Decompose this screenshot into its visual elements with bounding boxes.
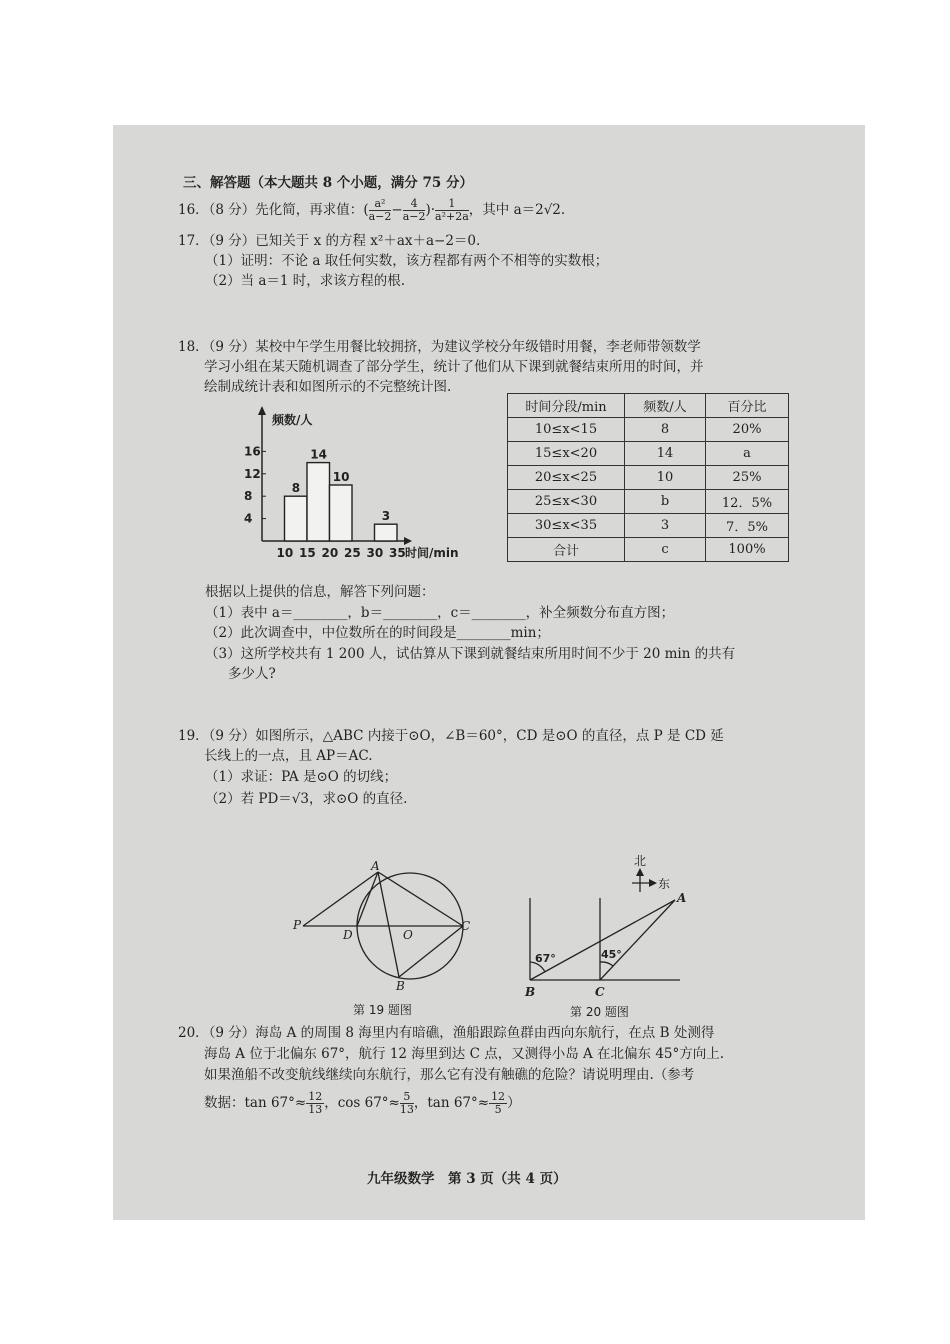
line-pa — [303, 872, 378, 926]
page-footer: 九年级数学 第 3 页（共 4 页） — [367, 1171, 567, 1187]
question-18-line-1: 18．（9 分）某校中午学生用餐比较拥挤，为建议学校分年级错时用餐，李老师带领数学 — [178, 339, 701, 355]
question-19-line-2: 长线上的一点，且 AP＝AC. — [204, 748, 373, 764]
question-17-part-2: （2）当 a＝1 时，求该方程的根. — [205, 273, 406, 289]
table-row — [508, 418, 789, 442]
y-tick-label: 16 — [244, 444, 261, 459]
table-row — [508, 514, 789, 538]
question-18-sub-1: （1）表中 a＝________，b＝________，c＝________，补全频数分布直方图； — [205, 605, 675, 621]
bar-value-label: 10 — [332, 470, 350, 484]
x-tick-label: 15 — [299, 546, 316, 560]
question-18-intro: 根据以上提供的信息，解答下列问题： — [205, 584, 435, 600]
section-title: 三、解答题（本大题共 8 个小题，满分 75 分） — [183, 175, 473, 191]
line-ba — [530, 900, 675, 980]
table-cell: 10≤x<15 — [508, 418, 625, 442]
bar-value-label: 8 — [291, 481, 301, 496]
table-header: 时间分段/min — [508, 394, 625, 418]
question-20-line-1: 20．（9 分）海岛 A 的周围 8 海里内有暗礁，渔船跟踪鱼群由西向东航行，在点 B 处测得 — [178, 1025, 715, 1041]
x-tick-label: 25 — [344, 546, 361, 560]
line-ca — [600, 900, 675, 980]
question-16: 16．（8 分）先化简，再求值：( $\frac{\text{a²}}{a-2}$ − $\frac{4}{a-2}$ )· $\frac{1}{\text{a²+2a}}$ ，其中 a＝2√2. — [178, 197, 566, 223]
table-cell: a — [706, 442, 789, 466]
question-19-part-2: （2）若 PD＝√3，求⊙O 的直径. — [205, 791, 408, 807]
question-19-part-1: （1）求证：PA 是⊙O 的切线； — [205, 769, 398, 785]
fraction: $\frac{5}{13}$ — [399, 1090, 414, 1116]
label-d: D — [343, 928, 353, 942]
y-tick-label: 8 — [244, 489, 253, 504]
y-axis-arrow-icon — [258, 406, 266, 415]
north-arrow-icon — [636, 868, 644, 876]
histogram-bar — [307, 463, 330, 541]
label-c: C — [595, 985, 605, 999]
question-17-part-1: （1）证明：不论 a 取任何实数，该方程都有两个不相等的实数根； — [205, 253, 609, 269]
question-20-reference-data: 数据：tan 67°≈ $\frac{12}{13}$ ，cos 67°≈ $\frac{5}{13}$ ，tan 67°≈ $\frac{12}{5}$ ） — [204, 1090, 521, 1116]
question-19-line-1: 19．（9 分）如图所示，△ABC 内接于⊙O，∠B＝60°，CD 是⊙O 的直径，点 P 是 CD 延 — [178, 728, 724, 744]
question-18-sub-2: （2）此次调查中，中位数所在的时间段是________min； — [205, 625, 550, 641]
fraction: $\frac{12}{13}$ — [308, 1090, 323, 1116]
angle-67-label: 67° — [535, 952, 556, 965]
figure-20 — [515, 850, 695, 1025]
question-18-line-3: 绘制成统计表和如图所示的不完整统计图. — [204, 379, 452, 395]
table-row — [508, 442, 789, 466]
angle-45-label: 45° — [601, 948, 622, 961]
table-row — [508, 466, 789, 490]
bar-value-label: 14 — [310, 447, 327, 462]
line-ab — [378, 872, 399, 977]
table-cell: 25≤x<30 — [508, 490, 625, 514]
table-row — [508, 538, 789, 562]
bar-value-label: 3 — [381, 509, 391, 524]
table-cell: 合计 — [508, 538, 625, 562]
table-cell: 15≤x<20 — [508, 442, 625, 466]
table-cell: 20% — [706, 418, 789, 442]
east-label: 东 — [658, 877, 671, 891]
question-18-sub-3a: （3）这所学校共有 1 200 人，试估算从下课到就餐结束所用时间不少于 20 min 的共有 — [205, 646, 736, 662]
x-tick-label: 10 — [276, 546, 294, 560]
table-cell: 10 — [625, 466, 706, 490]
figure-20-caption: 第 20 题图 — [570, 1005, 629, 1019]
fraction: $\frac{4}{a-2}$ — [402, 197, 426, 223]
fraction: $\frac{\text{a²}}{a-2}$ — [368, 197, 392, 223]
table-cell: b — [625, 490, 706, 514]
question-17-stem: 17．（9 分）已知关于 x 的方程 x²＋ax＋a−2＝0. — [178, 233, 481, 249]
y-tick-label: 4 — [244, 511, 253, 526]
table-header: 百分比 — [706, 394, 789, 418]
question-20-line-3: 如果渔船不改变航线继续向东航行，那么它有没有触礁的危险？请说明理由.（参考 — [204, 1067, 695, 1083]
east-arrow-icon — [649, 879, 657, 887]
label-a: A — [371, 860, 380, 873]
angle-arc-c — [600, 962, 613, 966]
x-axis-label: 时间/min — [405, 546, 459, 560]
histogram-bar — [285, 496, 308, 541]
figure-19 — [285, 860, 485, 1025]
table-cell: c — [625, 538, 706, 562]
line-ac — [378, 872, 463, 926]
fraction: $\frac{1}{\text{a²+2a}}$ — [435, 197, 469, 223]
table-cell: 100% — [706, 538, 789, 562]
histogram-bar — [375, 524, 398, 541]
table-cell: 7．5% — [706, 514, 789, 538]
statistics-table — [507, 393, 789, 562]
label-b: B — [396, 979, 405, 993]
label-a: A — [677, 891, 687, 905]
table-row — [508, 490, 789, 514]
fraction: $\frac{12}{5}$ — [491, 1090, 506, 1116]
label-b: B — [525, 985, 536, 999]
x-tick-label: 20 — [321, 546, 339, 560]
question-18-line-2: 学习小组在某天随机调查了部分学生，统计了他们从下课到就餐结束所用的时间，并 — [204, 359, 704, 375]
north-label: 北 — [634, 854, 647, 868]
table-cell: 25% — [706, 466, 789, 490]
table-cell: 14 — [625, 442, 706, 466]
x-tick-label: 35 — [389, 546, 406, 560]
x-axis-arrow-icon — [404, 537, 412, 545]
table-header: 频数/人 — [625, 394, 706, 418]
table-cell: 20≤x<25 — [508, 466, 625, 490]
table-cell: 3 — [625, 514, 706, 538]
x-tick-label: 30 — [366, 546, 384, 560]
question-20-line-2: 海岛 A 位于北偏东 67°，航行 12 海里到达 C 点，又测得小岛 A 在北偏东 45°方向上. — [204, 1046, 725, 1062]
frequency-histogram — [220, 402, 490, 562]
table-cell: 30≤x<35 — [508, 514, 625, 538]
table-header-row — [508, 394, 789, 418]
figure-19-caption: 第 19 题图 — [353, 1003, 412, 1017]
y-tick-label: 12 — [244, 466, 261, 481]
label-o: O — [403, 928, 413, 942]
histogram-bar — [330, 485, 353, 541]
table-cell: 12．5% — [706, 490, 789, 514]
y-axis-label: 频数/人 — [272, 413, 313, 427]
table-cell: 8 — [625, 418, 706, 442]
label-p: P — [293, 918, 302, 932]
label-c: C — [461, 919, 471, 933]
question-18-sub-3b: 多少人? — [228, 666, 276, 682]
